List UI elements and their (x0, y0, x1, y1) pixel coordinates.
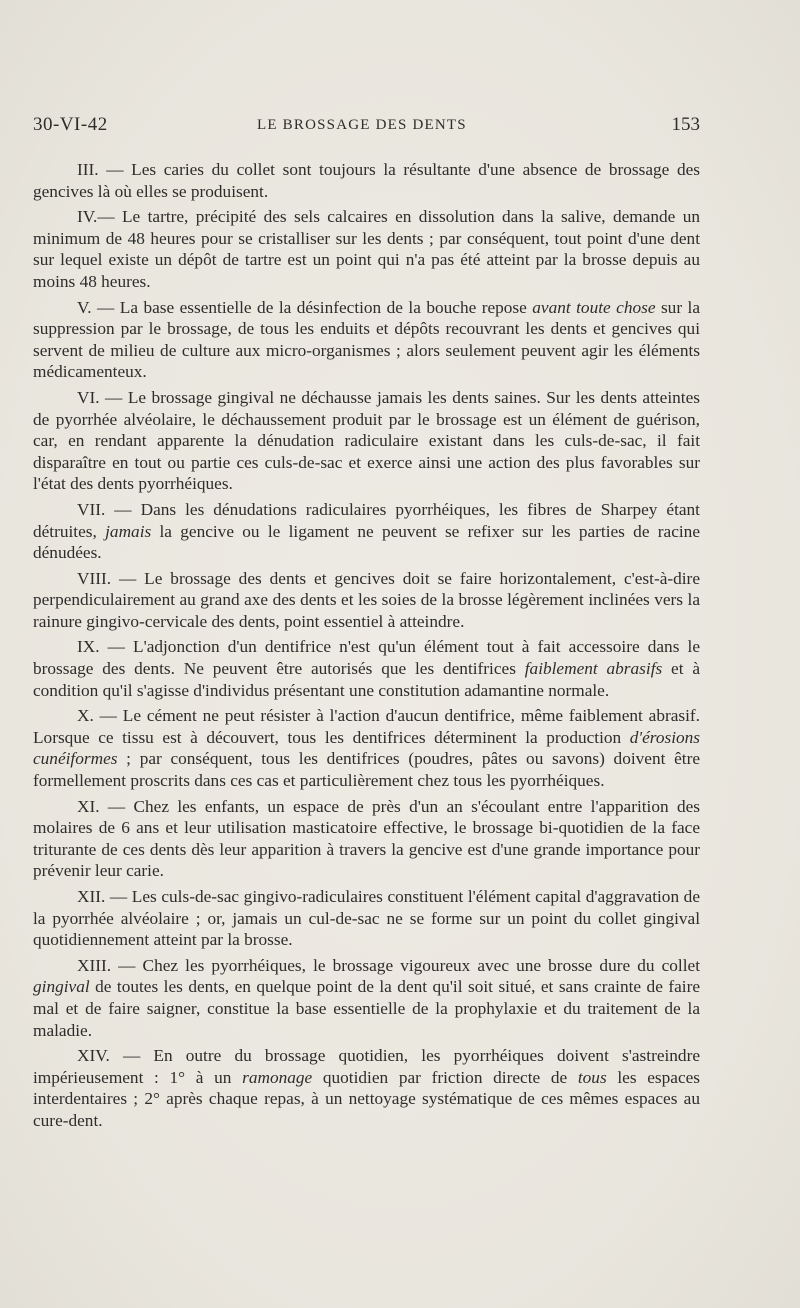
paragraph-text: III. — Les caries du collet sont toujours la résultante d'une absence de brossage des gencives là où elles se produisent. (33, 160, 700, 201)
paragraph-text: VI. — Le brossage gingival ne déchausse jamais les dents saines. Sur les dents atteintes de pyorrhée alvéolaire, le déchaussement produit par le brossage est un élément de guérison, car, en rendant apparente la dénudation radiculaire existant dans les culs-de-sac, il fait disparaître en tout ou partie ces culs-de-sac et exerce ainsi une action des plus favorables sur l'état des dents pyorrhéiques. (33, 387, 700, 494)
running-header (33, 114, 700, 142)
page-body (33, 159, 700, 1136)
italic-text: tous (577, 1067, 607, 1087)
paragraph-iii (33, 159, 700, 202)
paragraph-xiv (33, 1045, 700, 1131)
paragraph-text: et à condition qu'il s'agisse d'individus présentant une constitution adamantine normale. (33, 659, 700, 700)
paragraph-xiii (33, 955, 700, 1041)
italic-text: d'érosions cunéiformes (33, 727, 700, 769)
paragraph-xii (33, 886, 700, 951)
paragraph-text: X. — Le cément ne peut résister à l'action d'aucun dentifrice, même faiblement abrasif. Lorsque ce tissu est à découvert, tous les dentifrices déterminent la production (33, 706, 700, 747)
paragraph-text: ; par conséquent, tous les dentifrices (poudres, pâtes ou savons) doivent être formellement proscrits dans ces cas et particulièrement chez tous les pyorrhéiques. (33, 749, 700, 791)
paragraph-text: sur la suppression par le brossage, de tous les enduits et dépôts recouvrant les dents et gencives qui servent de milieu de culture aux micro-organismes ; alors seulement peuvent agir les éléments médicamenteux. (33, 297, 701, 382)
paragraph-text: VII. — Dans les dénudations radiculaires pyorrhéiques, les fibres de Sharpey étant détruites, (33, 499, 700, 541)
paragraph-text: la gencive ou le ligament ne peuvent se refixer sur les parties de racine dénudées. (33, 521, 700, 563)
paragraph-text: XIV. — En outre du brossage quotidien, les pyorrhéiques doivent s'astreindre impérieusement : 1° à un (33, 1046, 700, 1087)
paragraph-text: IV.— Le tartre, précipité des sels calcaires en dissolution dans la salive, demande un minimum de 48 heures pour se cristalliser sur les dents ; par conséquent, tout point d'une dent sur lequel existe un dépôt de tartre est un point qui n'a pas été atteint par la brosse depuis au moins 48 heures. (33, 207, 700, 291)
header-title: LE BROSSAGE DES DENTS (257, 117, 467, 133)
paragraph-text: XII. — Les culs-de-sac gingivo-radiculaires constituent l'élément capital d'aggravation de la pyorrhée alvéolaire ; or, jamais un cul-de-sac ne se forme sur un point du collet gingival quotidiennement atteint par la brosse. (33, 887, 700, 950)
page-number: 153 (671, 114, 700, 135)
paragraph-ix (33, 636, 700, 701)
paragraph-xi (33, 796, 700, 882)
paragraph-text: de toutes les dents, en quelque point de la dent qu'il soit situé, et sans crainte de faire mal et de faire saigner, constitue la base essentielle de la prophylaxie et du traitement de la maladie. (33, 977, 700, 1040)
paragraph-vii (33, 499, 700, 564)
paragraph-iv (33, 206, 700, 292)
paragraph-text: IX. — L'adjonction d'un dentifrice n'est qu'un élément tout à fait accessoire dans le brossage des dents. Ne peuvent être autorisés que les dentifrices (33, 637, 700, 679)
italic-text: ramonage (242, 1067, 313, 1087)
paragraph-text: XIII. — Chez les pyorrhéiques, le brossage vigoureux avec une brosse dure du collet (77, 955, 700, 975)
italic-text: faiblement abrasifs (524, 659, 663, 679)
paragraph-viii (33, 568, 700, 633)
paragraph-text: VIII. — Le brossage des dents et gencives doit se faire horizontalement, c'est-à-dire perpendiculairement au grand axe des dents et les soies de la brosse légèrement inclinées vers la rainure gingivo-cervicale des dents, point essentiel à atteindre. (33, 568, 700, 631)
paragraph-x (33, 705, 700, 791)
paragraph-text: XI. — Chez les enfants, un espace de près d'un an s'écoulant entre l'apparition des molaires de 6 ans et leur utilisation masticatoire effective, le brossage bi-quotidien de la face triturante de ces dents dès leur apparition à travers la gencive est d'une grande importance pour prévenir leur carie. (33, 796, 700, 881)
italic-text: gingival (33, 977, 90, 997)
paragraph-vi (33, 387, 700, 495)
paragraph-text: quotidien par friction directe de (312, 1067, 578, 1087)
paragraph-text: les espaces interdentaires ; 2° après chaque repas, à un nettoyage systématique de ces mêmes espaces au cure-dent. (33, 1067, 701, 1130)
italic-text: jamais (105, 521, 152, 541)
paragraph-v (33, 297, 700, 383)
paragraph-text: V. — La base essentielle de la désinfection de la bouche repose (77, 297, 533, 317)
header-date: 30-VI-42 (33, 114, 108, 135)
italic-text: avant toute chose (532, 297, 656, 317)
